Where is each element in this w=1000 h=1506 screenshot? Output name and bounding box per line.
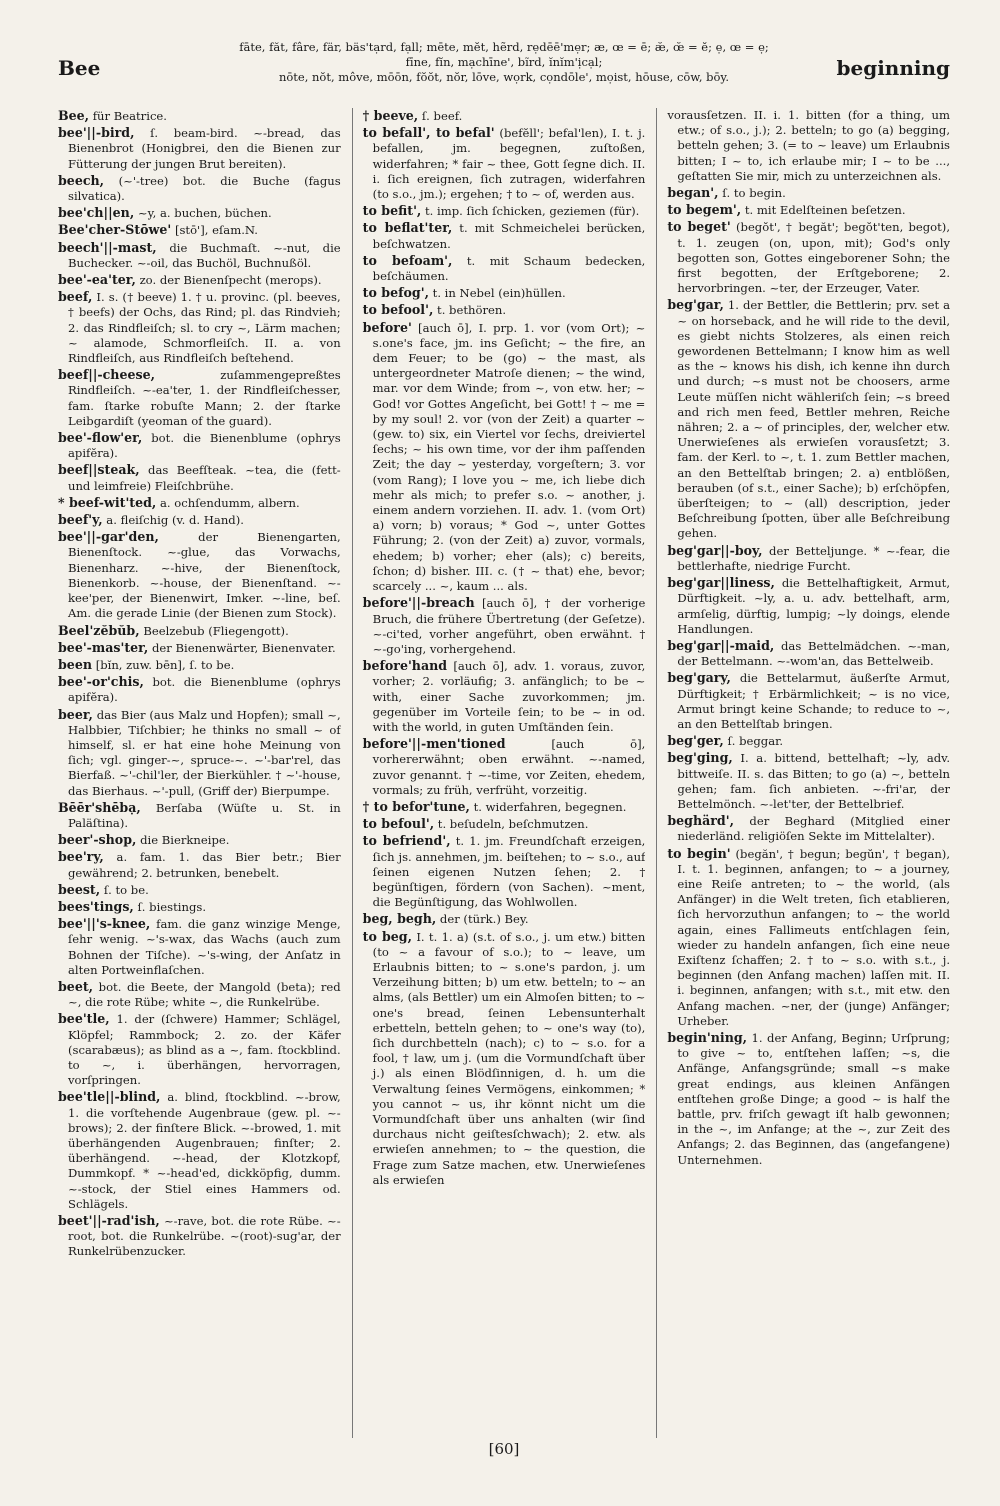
headword: to befog', <box>362 285 429 301</box>
definition: t. beſudeln, beſchmutzen. <box>437 817 589 832</box>
headword: beef||steak, <box>58 462 140 478</box>
column-1 <box>58 108 341 1438</box>
headword: before'||-breach <box>362 595 475 611</box>
definition: t. mit Schaum bedecken, beſchäumen. <box>372 253 646 284</box>
dictionary-entry <box>58 240 341 271</box>
definition: die Bettelarmut, äußerſte Armut, Dürftigkeit; † Erbärmlichkeit; ~ is no vice, Armut bringt keine Schande; to reduce to ~, an den Bettelſtab bringen. <box>677 671 951 731</box>
definition: a. fam. 1. das Bier betr.; Bier gewährend; 2. betrunken, benebelt. <box>68 850 341 880</box>
definition: Beelzebub (Fliegengott). <box>143 623 289 638</box>
dictionary-entry <box>58 657 341 673</box>
dictionary-entry <box>58 707 341 799</box>
definition: das Beefſteak. ~tea, die (fett- und leimfreie) Fleiſchbrühe. <box>68 463 341 493</box>
dictionary-entry <box>667 750 950 812</box>
headword: to beflat'ter, <box>362 220 453 236</box>
headword: * beef-wit'ted, <box>58 494 157 510</box>
definition: (begăn', † begun; begŭn', † began), I. t. 1. beginnen, anfangen; to ~ a journey, eine Reiſe antreten; to ~ the world, (als Anfänger) in die Welt treten, ſich etablieren, ſich hervorzuthun anfangen; to ~ the world again, eines Fallimeuts entſchlagen ſein, wieder zu handeln anfangen, ſich eine neue Exiſtenz ſchaffen; 2. † to ~ s.o. with s.t., j. beginnen (den Anfang machen) laſſen mit. II. i. beginnen, anfangen; with s.t., mit etw. den Anfang machen. ~ner, der (junge) Anfänger; Urheber. <box>677 846 951 1028</box>
dictionary-entry <box>363 108 646 124</box>
definition: I. s. († beeve) 1. † u. provinc. (pl. beeves, † beefs) der Ochs, das Rind; pl. das Rindvieh; 2. das Rindfleiſch; sl. to cry ~, Lärm machen; ~ alamode, Schmorfleiſch. II. a. von Rindfleiſch, aus Rindfleiſch beſtehend. <box>68 290 341 366</box>
headword: beet, <box>58 978 94 994</box>
dictionary-entry <box>667 846 950 1029</box>
dictionary-entry <box>363 911 646 927</box>
headword: beech'||-mast, <box>58 239 157 255</box>
dictionary-entry <box>667 108 950 184</box>
dictionary-entry <box>363 799 646 815</box>
headword: to befit', <box>362 203 422 219</box>
definition: t. in Nebel (ein)hüllen. <box>432 286 566 301</box>
headword: to befool', <box>362 302 434 318</box>
definition: fam. die ganz winzige Menge, ſehr wenig. ~'s-wax, das Wachs (auch zum Bohnen der Tiſche). ~'s-wing, der Anſatz in alten Portweinflaſchen. <box>68 917 341 977</box>
definition: der (türk.) Bey. <box>439 912 529 927</box>
definition: 1. der Bettler, die Bettlerin; prv. set a ~ on horseback, and he will ride to the devil, es giebt nichts Stolzeres, als einen reich gewordenen Bettelmann; I know him as well as the ~ knows his dish, ich kenne ihn durch und durch; ~s must not be choosers, arme Leute müſſen nicht wähleriſch ſein; ~s breed and rich men feed, Bettler mehren, Reiche nähren; 2. a ~ of principles, der, welcher etw. Unerwieſenes als erwieſen vorausſetzt; 3. fam. der Kerl. to ~, t. 1. zum Bettler machen, an den Bettelſtab bringen; 2. a) entblößen, berauben (of s.t., einer Sache); b) erſchöpfen, überſteigen; to ~ (all) description, jeder Beſchreibung ſpotten, über alle Beſchreibung gehen. <box>677 298 951 541</box>
definition: ſ. beam-bird. ~-bread, das Bienenbrot (Honigbrei, den die Bienen zur Fütterung der jungen Brut bereiten). <box>68 126 341 171</box>
definition: 1. der Anfang, Beginn; Urſprung; to give ~ to, entſtehen laſſen; ~s, die Anfänge, Anfangsgründe; small ~s make great endings, aus kleinen Anfängen entſtehen große Dinge; a good ~ is half the battle, prv. friſch gewagt iſt halb gewonnen; in the ~, im Anfange; at the ~, zur Zeit des Anfangs; 2. das Beginnen, das (angefangene) Unternehmen. <box>677 1030 951 1167</box>
headword: bee'-ea'ter, <box>58 272 136 288</box>
dictionary-entry <box>58 108 341 124</box>
dictionary-entry <box>363 302 646 318</box>
definition: ~y, a. buchen, büchen. <box>137 206 272 221</box>
dictionary-entry <box>58 495 341 511</box>
dictionary-entry <box>58 367 341 429</box>
pronunciation-key-line: fīne, fĭn, mạchīne', bĩrd, ĭnĭm'ịcạl; <box>405 55 603 69</box>
definition: für Beatrice. <box>92 109 167 123</box>
headword: bee'-or'chis, <box>58 674 144 690</box>
headword: beef'y, <box>58 512 103 528</box>
headword: beg'ging, <box>667 750 733 766</box>
headword: beg'gar||-boy, <box>667 542 763 558</box>
headword: beech, <box>58 172 105 188</box>
dictionary-entry <box>58 1011 341 1088</box>
dictionary-entry <box>363 220 646 251</box>
dictionary-entry <box>58 462 341 493</box>
definition: [auch ō], vorhererwähnt; oben erwähnt. ~-named, zuvor genannt. † ~-time, vor Zeiten, ehedem, vormals; zu früh, verfrüht, vorzeitig. <box>372 737 646 797</box>
headword: to begem', <box>667 202 742 218</box>
definition: 1. der (ſchwere) Hammer; Schlägel, Klöpfel; Rammbock; 2. zo. der Käfer (scarabæus); as blind as a ~, fam. ſtockblind. to ~, i. überhängen, hervorragen, vorſpringen. <box>68 1012 341 1088</box>
definition: die Bierkneipe. <box>140 833 230 848</box>
headword: † to befor'tune, <box>362 798 470 814</box>
definition: bot. die Bienenblume (ophrys apifĕra). <box>68 431 341 461</box>
dictionary-entry <box>667 297 950 541</box>
definition: t. 1. jm. Freundſchaft erzeigen, ſich js. annehmen, jm. beiſtehen; to ~ s.o., auf ſeinen eigenen Nutzen ſehen; 2. † begünſtigen, fördern (von Sachen). ~ment, die Begünſtigung, das Wohlwollen. <box>372 834 646 910</box>
dictionary-entry <box>58 832 341 848</box>
definition: die Buchmaſt. ~-nut, die Buchecker. ~-oil, das Buchöl, Buchnußöl. <box>68 240 341 270</box>
dictionary-entry <box>58 979 341 1010</box>
definition: der Betteljunge. * ~-fear, die bettlerhafte, niedrige Furcht. <box>677 543 951 573</box>
headword: begin'ning, <box>667 1029 748 1045</box>
headword: beg'gary, <box>667 670 731 686</box>
dictionary-entry <box>363 203 646 219</box>
dictionary-entry <box>58 430 341 461</box>
definition: ſ. beef. <box>421 109 463 123</box>
dictionary-entry <box>363 320 646 595</box>
dictionary-entry <box>58 882 341 898</box>
headword: bee'ch||en, <box>58 205 135 221</box>
entry-columns <box>58 108 950 1438</box>
definition: [auch ō], † der vorherige Bruch, die frühere Übertretung (der Geſetze). ~-ci'ted, vorher angeführt, oben erwähnt. † ~-go'ing, vorhergehend. <box>372 596 646 656</box>
dictionary-entry <box>58 1089 341 1212</box>
page-number: [60] <box>488 1440 520 1458</box>
headword: beg, begh, <box>362 911 437 927</box>
headword: began', <box>667 185 719 201</box>
definition: a. ochſendumm, albern. <box>160 495 300 510</box>
dictionary-entry <box>58 800 341 831</box>
headword: bee'ry, <box>58 849 104 865</box>
dictionary-entry <box>667 733 950 749</box>
definition: Berſaba (Wüſte u. St. in Paläſtina). <box>68 800 341 830</box>
dictionary-entry <box>58 674 341 705</box>
headword: Bee, <box>58 108 90 123</box>
definition: ſ. to be. <box>103 882 149 897</box>
definition: ſ. beggar. <box>727 734 784 749</box>
definition: zuſammengepreßtes Rindfleiſch. ~-ea'ter, 1. der Rindfleiſchesser, fam. ſtarke robuſte Mann; 2. der ſtarke Leibgardiſt (yeoman of the guard). <box>68 368 341 428</box>
definition: das Bier (aus Malz und Hopfen); small ~, Halbbier, Tiſchbier; he thinks no small ~ of himself, sl. er hat eine hohe Meinung von ſich; vgl. ginger-~, spruce-~. ~'-bar'rel, das Bierfaß. ~'-chil'ler, der Bierkühler. † ~'-house, das Bierhaus. ~'-pull, (Griff der) Bierpumpe. <box>68 707 341 798</box>
dictionary-entry <box>667 638 950 669</box>
definition: [auch ō], adv. 1. voraus, zuvor, vorher; 2. vorläufig; 3. anfänglich; to be ~ with, einer Sache zuvorkommen; jm. gegenüber im Vorteile ſein; to be ~ in od. with the world, in guten Umſtänden ſein. <box>372 659 646 734</box>
definition: (~'-tree) bot. die Buche (fagus silvatica). <box>68 173 341 204</box>
headword: beg'gar||liness, <box>667 575 775 591</box>
headword: to befall', to befal' <box>362 125 495 141</box>
dictionary-entry <box>363 125 646 202</box>
headword: to befoam', <box>362 252 453 268</box>
definition: bot. die Bienenblume (ophrys apifĕra). <box>68 675 341 705</box>
dictionary-entry <box>58 623 341 639</box>
dictionary-entry <box>667 219 950 296</box>
headword: before'hand <box>362 658 448 674</box>
headword: bee'tle||-blind, <box>58 1089 161 1105</box>
dictionary-entry <box>58 222 341 238</box>
dictionary-entry <box>58 173 341 204</box>
headword: beest, <box>58 881 101 897</box>
headword: to beget' <box>667 219 731 235</box>
dictionary-entry <box>363 816 646 832</box>
definition: die Bettelhaftigkeit, Armut, Dürftigkeit. ~ly, a. u. adv. bettelhaft, arm, armſelig, dürftig, lumpig; ~ly doings, elende Handlungen. <box>677 576 951 636</box>
definition: I. t. 1. a) (s.t. of s.o., j. um etw.) bitten (to ~ a favour of s.o.); to ~ leave, um Erlaubnis bitten; to ~ s.one's pardon, j. um Verzeihung bitten; b) um etw. betteln; to ~ an alms, (als Bettler) um ein Almoſen bitten; to ~ one's bread, ſeinen Lebensunterhalt erbetteln, betteln gehen; to ~ one's way (to), ſich durchbetteln (nach); c) to ~ s.o. for a fool, † law, um j. (um die Vormundſchaft über j.) als einen Blödſinnigen, d. h. um die Verwaltung ſeines Vermögens, einkommen; * you cannot ~ us, ihr könnt nicht um die Vormundſchaft über uns anhalten (wir ſind durchaus nicht geiſtesſchwach); 2. etw. als erwieſen annehmen; to ~ the question, die Frage zum Satze machen, etw. Unerwieſenes als erwieſen <box>372 929 646 1187</box>
headword: bee'tle, <box>58 1011 110 1027</box>
headword: beef||-cheese, <box>58 367 155 383</box>
definition: t. bethören. <box>437 303 507 318</box>
headword: beg'ger, <box>667 733 724 749</box>
dictionary-entry <box>667 575 950 637</box>
pronunciation-key-line: nōte, nŏt, môve, mōōn, fŏŏt, nŏr, lōve, wọrk, cọndōle', mọist, hōuse, cōw, bōy. <box>278 70 730 84</box>
dictionary-entry <box>58 205 341 221</box>
definition: (begŏt', † begăt'; begŏt'ten, begot), t. 1. zeugen (on, upon, mit); God's only begotten son, Gottes eingeborener Sohn; the first begotten, der Erſtgeborene; 2. hervorbringen. ~ter, der Erzeuger, Vater. <box>677 220 951 296</box>
headword: bees'tings, <box>58 898 134 914</box>
definition: [auch ō], I. prp. 1. vor (vom Ort); ~ s.one's face, jm. ins Geſicht; ~ the fire, an dem Feuer; to be (go) ~ the mast, als untergeordneter Matroſe dienen; ~ the wind, mar. vor dem Winde; from ~, von etw. her; ~ God! vor Gottes Angeſicht, bei Gott! † ~ me = by my soul! 2. vor (von der Zeit) a quarter ~ (gew. to) six, ein Viertel vor ſechs, dreiviertel ſechs; ~ his own time, vor der ihm paſſenden Zeit; the day ~ yesterday, vorgeſtern; 3. vor (vom Rang); I love you ~ me, ich liebe dich mehr als mich; to prefer s.o. ~ another, j. einem andern vorziehen. II. adv. 1. (vom Ort) a) vorn; b) voraus; * God ~, unter Gottes Führung; 2. (von der Zeit) a) zuvor, vormals, ehedem; b) vorher; eher (als); c) bereits, ſchon; d) bisher. III. c. († ~ that) ehe, bevor; scarcely ... ~, kaum ... als. <box>372 320 646 594</box>
dictionary-entry <box>58 899 341 915</box>
headword: Bēēr'shēbạ, <box>58 799 141 815</box>
column-2 <box>352 108 646 1438</box>
dictionary-entry <box>667 1030 950 1168</box>
definition: ſ. to begin. <box>722 186 786 201</box>
headword: to befoul', <box>362 816 435 832</box>
dictionary-entry <box>58 529 341 621</box>
definition: der Bienenwärter, Bienenvater. <box>151 640 336 655</box>
pronunciation-key-line: fāte, făt, fâre, fär, bäs'tạrd, fạll; mēte, mĕt, hẽrd, rẹdēē'mẹr; æ, œ = ē; æ̆, œ̆ = ĕ; ẹ, œ = ẹ; <box>239 40 769 54</box>
definition: ſ. biestings. <box>137 899 207 914</box>
dictionary-entry <box>363 929 646 1188</box>
headword: been <box>58 656 92 672</box>
dictionary-entry <box>58 640 341 656</box>
definition: zo. der Bienenſpecht (merops). <box>139 273 322 288</box>
headword: to befriend', <box>362 833 451 849</box>
dictionary-entry <box>667 670 950 732</box>
dictionary-entry <box>667 202 950 218</box>
headword: before' <box>362 319 412 335</box>
dictionary-entry <box>667 185 950 201</box>
dictionary-entry <box>58 512 341 528</box>
column-3 <box>656 108 950 1438</box>
headword: bee'-flow'er, <box>58 430 143 446</box>
dictionary-entry <box>58 916 341 978</box>
definition: t. imp. ſich ſchicken, geziemen (für). <box>425 204 640 219</box>
headword: beg'gar||-maid, <box>667 637 775 653</box>
definition: t. widerfahren, begegnen. <box>473 799 627 814</box>
definition: t. mit Schmeichelei berücken, beſchwatzen. <box>372 221 646 251</box>
headword: beghärd', <box>667 813 734 829</box>
dictionary-entry <box>667 813 950 844</box>
dictionary-entry <box>363 595 646 657</box>
headword: beer'-shop, <box>58 832 137 848</box>
definition: a. blind, ſtockblind. ~-brow, 1. die vorſtehende Augenbraue (gew. pl. ~-brows); 2. der finſtere Blick. ~-browed, 1. mit überhängenden Augenbrauen; finſter; 2. überhängend. ~-head, der Klotzkopf, Dummkopf. * ~-head'ed, dickköpfig, dumm. ~-stock, der Stiel eines Hammers od. Schlägels. <box>68 1090 341 1211</box>
definition: der Bienengarten, Bienenſtock. ~-glue, das Vorwachs, Bienenharz. ~-hive, der Bienenſtock, Bienenkorb. ~-house, der Bienenſtand. ~-kee'per, der Bienenwirt, Imker. ~-line, beſ. Am. die gerade Linie (der Bienen zum Stock). <box>68 530 341 621</box>
headword: beet'||-rad'ish, <box>58 1213 160 1229</box>
headword: bee'||-bird, <box>58 125 135 141</box>
headword: beef, <box>58 289 93 305</box>
dictionary-entry <box>363 736 646 798</box>
dictionary-entry <box>58 849 341 880</box>
pronunciation-key <box>178 40 830 85</box>
right-guide-word: beginning <box>836 56 950 80</box>
definition: a. fleiſchig (v. d. Hand). <box>106 513 244 528</box>
definition: (befĕll'; befal'len), I. t. j. befallen, jm. begegnen, zuſtoßen, widerfahren; * fair ~ thee, Gott ſegne dich. II. i. ſich ereignen, ſich zutragen, widerfahren (to s.o., jm.); ergehen; † to ~ of, werden aus. <box>372 126 646 202</box>
headword: bee'-mas'ter, <box>58 639 149 655</box>
definition: t. mit Edelſteinen beſetzen. <box>744 203 906 218</box>
headword: to beg, <box>362 928 412 944</box>
dictionary-entry <box>58 272 341 288</box>
dictionary-entry <box>58 289 341 366</box>
headword: beg'gar, <box>667 297 724 313</box>
definition: vorausſetzen. II. i. 1. bitten (for a thing, um etw.; of s.o., j.); 2. betteln; to go (a) begging, betteln gehen; 3. (= to ~ leave) um Erlaubnis bitten; I ~ to, ich erlaube mir; I ~ to be ..., geſtatten Sie mir, mich zu unterzeichnen als. <box>667 108 951 183</box>
dictionary-entry <box>667 543 950 574</box>
definition: der Beghard (Mitglied einer niederländ. religiöſen Sekte im Mittelalter). <box>677 814 951 844</box>
headword: bee'||-gar'den, <box>58 529 159 545</box>
headword: † beeve, <box>362 108 419 123</box>
dictionary-entry <box>58 1213 341 1260</box>
definition: das Bettelmädchen. ~-man, der Bettelmann. ~-wom'an, das Bettelweib. <box>677 638 951 669</box>
left-guide-word: Bee <box>58 56 101 80</box>
dictionary-entry <box>58 125 341 172</box>
definition: bot. die Beete, der Mangold (beta); red ~, die rote Rübe; white ~, die Runkelrübe. <box>68 979 341 1010</box>
headword: Beel'zĕbŭb, <box>58 622 140 638</box>
dictionary-entry <box>363 833 646 910</box>
headword: bee'||'s-knee, <box>58 916 151 932</box>
headword: to begin' <box>667 845 731 861</box>
definition: I. a. bittend, bettelhaft; ~ly, adv. bittweiſe. II. s. das Bitten; to go (a) ~, betteln gehen; fam. ſich anbieten. ~-fri'ar, der Bettelmönch. ~-let'ter, der Bettelbrief. <box>677 751 951 811</box>
definition: ~-rave, bot. die rote Rübe. ~-root, bot. die Runkelrübe. ~(root)-sug'ar, der Runkelrübenzucker. <box>68 1214 341 1259</box>
dictionary-entry <box>363 658 646 735</box>
headword: before'||-men'tioned <box>362 736 506 752</box>
dictionary-entry <box>363 285 646 301</box>
definition: [stō'], eſam.N. <box>174 223 258 238</box>
headword: beer, <box>58 706 93 722</box>
dictionary-entry <box>363 253 646 284</box>
definition: [bĭn, zuw. bēn], ſ. to be. <box>95 657 235 672</box>
page-header <box>58 40 950 108</box>
headword: Bee'cher-Stōwe' <box>58 222 172 238</box>
